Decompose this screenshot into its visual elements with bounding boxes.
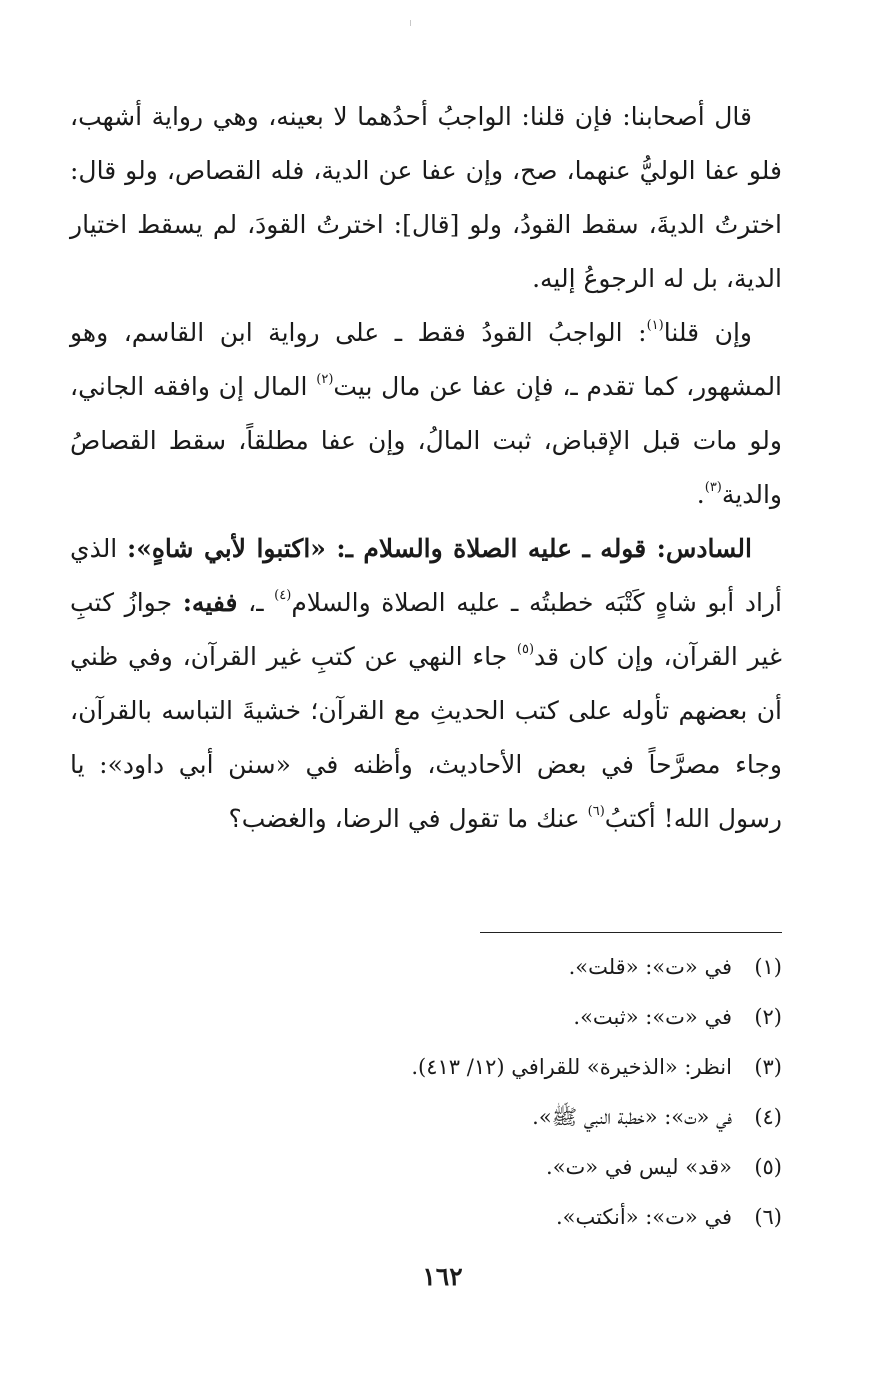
paragraph-2-text-b: : الواجبُ القودُ فقط ـ على رواية ابن القاسم، وهو المشهور، كما تقدم ـ، فإن عفا عن مال بيت — [70, 318, 783, 401]
paragraph-3-text-c: جوازُ كتبِ غير القرآن، وإن كان قد — [70, 588, 782, 671]
footnote-ref-4: (٤) — [274, 588, 292, 603]
paragraph-2-text-c: المال إن وافقه الجاني، ولو مات قبل الإقباض، ثبت المالُ، وإن عفا مطلقاً، سقط القصاصُ والدية — [70, 372, 782, 509]
footnote-6-number: (٦) — [754, 1205, 782, 1229]
footnote-3 — [70, 1042, 782, 1092]
footnote-1-text: في «ت»: «قلت». — [568, 955, 732, 979]
footnote-5 — [70, 1142, 782, 1192]
paragraph-2-text-d: . — [696, 480, 705, 509]
page-number: ١٦٢ — [422, 1262, 463, 1291]
footnote-ref-1: (١) — [646, 318, 664, 333]
footnotes — [70, 942, 782, 1242]
paragraph-1 — [70, 90, 782, 306]
paragraph-2 — [70, 306, 782, 522]
footnote-6-text: في «ت»: «أنكتب». — [555, 1205, 732, 1229]
footnote-3-text: انظر: «الذخيرة» للقرافي (١٢/ ٤١٣). — [411, 1055, 732, 1079]
footnote-ref-6: (٦) — [587, 804, 605, 819]
footnote-3-number: (٣) — [754, 1055, 782, 1079]
footnote-ref-2: (٢) — [316, 372, 334, 387]
footnote-4-number: (٤) — [754, 1105, 782, 1129]
section-heading-sixth: السادس: قوله ـ عليه الصلاة والسلام ـ: «اكتبوا لأبي شاهٍ»: — [126, 534, 752, 563]
footnote-2-number: (٢) — [754, 1005, 782, 1029]
footnote-5-number: (٥) — [754, 1155, 782, 1179]
footnote-ref-5: (٥) — [516, 642, 535, 657]
footnote-ref-3: (٣) — [704, 480, 722, 495]
main-text — [70, 90, 782, 846]
footnote-separator — [480, 932, 782, 933]
top-margin-mark — [410, 20, 411, 26]
footnote-2-text: في «ت»: «ثبت». — [573, 1005, 732, 1029]
paragraph-2-text-a: وإن قلنا — [663, 318, 752, 347]
paragraph-3-text-a: الذي أراد أبو شاهٍ كَتْبَه خطبتُه ـ عليه الصلاة والسلام — [70, 534, 782, 617]
bold-fafihi: ففيه: — [182, 588, 238, 617]
footnote-5-text: «قد» ليس في «ت». — [546, 1155, 732, 1179]
footnote-4 — [70, 1092, 782, 1142]
footnote-2 — [70, 992, 782, 1042]
paragraph-3 — [70, 522, 782, 846]
paragraph-3-text-d: جاء النهي عن كتبِ غير القرآن، وفي ظني أن بعضهم تأوله على كتب الحديثِ مع القرآن؛ خشيةَ التباسه بالقرآن، وجاء مصرَّحاً في بعض الأحاديث، وأظنه في «سنن أبي داود»: يا رسول الله! أكتبُ — [70, 642, 782, 833]
footnote-1 — [70, 942, 782, 992]
footnote-6 — [70, 1192, 782, 1242]
paragraph-3-text-e: عنك ما تقول في الرضا، والغضب؟ — [228, 804, 588, 833]
footnote-1-number: (١) — [754, 955, 782, 979]
paragraph-3-text-b: ـ، — [237, 588, 275, 617]
footnote-4-text: في «ت»: «خطبة النبي ﷺ». — [532, 1105, 732, 1129]
paragraph-1-text: قال أصحابنا: فإن قلنا: الواجبُ أحدُهما لا بعينه، وهي رواية أشهب، فلو عفا الوليُّ عنهما، صح، وإن عفا عن الدية، فله القصاص، ولو قال: اخترتُ الديةَ، سقط القودُ، ولو [قال]: اخترتُ القودَ، لم يسقط اختيار الدية، بل له الرجوعُ إليه. — [70, 102, 782, 293]
